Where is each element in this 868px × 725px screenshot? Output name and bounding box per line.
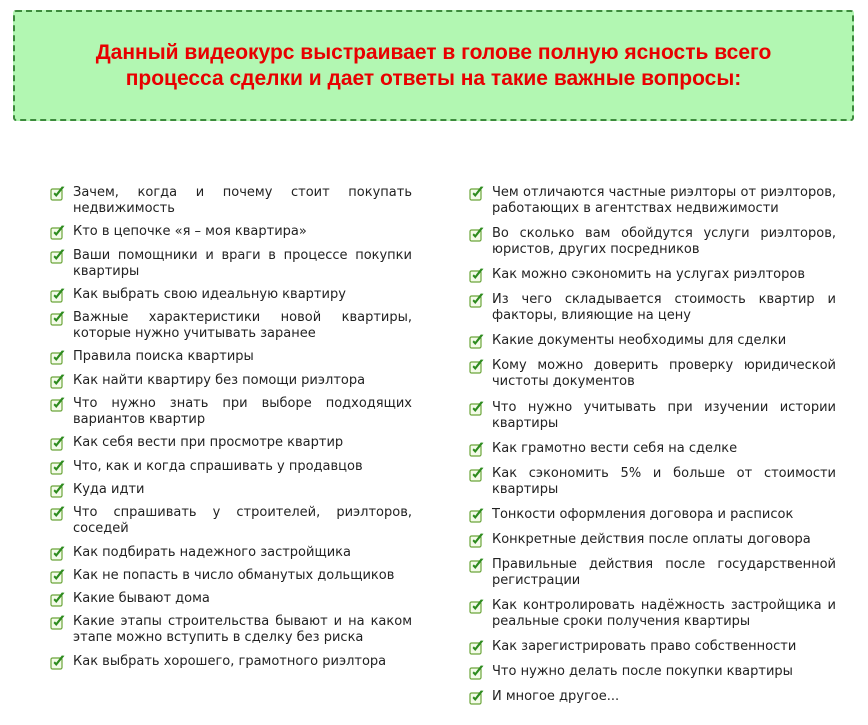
list-item-text: Как можно сэкономить на услугах риэлторов xyxy=(492,267,806,283)
intro-banner xyxy=(13,10,854,121)
checkbox-checked-icon xyxy=(469,358,485,374)
checkbox-checked-icon xyxy=(50,185,66,201)
list-item xyxy=(469,689,836,705)
checkbox-checked-icon xyxy=(50,373,66,389)
list-item xyxy=(50,435,412,451)
list-item xyxy=(469,532,836,548)
list-item-text: Какие бывают дома xyxy=(73,591,210,607)
checkbox-checked-icon xyxy=(50,287,66,303)
list-item xyxy=(50,482,412,498)
list-item xyxy=(50,396,412,428)
checkbox-checked-icon xyxy=(50,654,66,670)
list-item-text: Чем отличаются частные риэлторы от риэлторов, работающих в агентствах недвижимости xyxy=(492,185,836,216)
checkbox-checked-icon xyxy=(50,310,66,326)
list-item xyxy=(469,557,836,589)
list-item-text: Как контролировать надёжность застройщика и реальные сроки получения квартиры xyxy=(492,598,836,630)
list-item-text: Правила поиска квартиры xyxy=(73,349,254,365)
list-item xyxy=(469,664,836,680)
list-item-text: Как не попасть в число обманутых дольщиков xyxy=(73,567,395,583)
list-item-text: Как зарегистрировать право собственности xyxy=(492,639,797,655)
list-item xyxy=(50,349,412,365)
list-item-text: Как найти квартиру без помощи риэлтора xyxy=(73,372,366,388)
checkbox-checked-icon xyxy=(50,614,66,630)
list-item xyxy=(469,598,836,630)
list-item-text: Важные характеристики новой квартиры, которые нужно учитывать заранее xyxy=(73,310,412,342)
list-item xyxy=(469,267,836,283)
list-item-text: Что нужно знать при выборе подходящих вариантов квартир xyxy=(73,396,412,428)
list-item xyxy=(50,373,412,389)
list-item xyxy=(469,226,836,258)
checkbox-checked-icon xyxy=(469,557,485,573)
list-item xyxy=(50,287,412,303)
list-item-text: Ваши помощники и враги в процессе покупки квартиры xyxy=(73,247,412,279)
list-item-text: И многое другое... xyxy=(492,689,620,705)
list-item-text: Тонкости оформления договора и расписок xyxy=(492,506,794,522)
checkbox-checked-icon xyxy=(50,568,66,584)
list-item xyxy=(469,333,836,349)
checkbox-checked-icon xyxy=(50,248,66,264)
list-item-text: Что нужно делать после покупки квартиры xyxy=(492,664,793,680)
list-item-text: Что, как и когда спрашивать у продавцов xyxy=(73,458,363,474)
checkbox-checked-icon xyxy=(469,532,485,548)
list-item-text: Какие этапы строительства бывают и на каком этапе можно вступить в сделку без риска xyxy=(73,614,412,646)
checkbox-checked-icon xyxy=(469,664,485,680)
list-item-text: Что нужно учитывать при изучении истории квартиры xyxy=(492,399,836,431)
checkbox-checked-icon xyxy=(50,505,66,521)
list-item-text: Как подбирать надежного застройщика xyxy=(73,544,351,560)
checkbox-checked-icon xyxy=(469,507,485,523)
checkbox-checked-icon xyxy=(50,224,66,240)
checkbox-checked-icon xyxy=(469,400,485,416)
list-item-text: Что спрашивать у строителей, риэлторов, соседей xyxy=(73,505,412,537)
list-item xyxy=(50,505,412,537)
list-item xyxy=(50,310,412,342)
list-item xyxy=(50,545,412,561)
list-item-text: Как выбрать хорошего, грамотного риэлтора xyxy=(73,653,387,669)
checkbox-checked-icon xyxy=(50,591,66,607)
list-item-text: Как себя вести при просмотре квартир xyxy=(73,435,344,451)
checkbox-checked-icon xyxy=(50,396,66,412)
list-item xyxy=(50,591,412,607)
list-item-text: Как выбрать свою идеальную квартиру xyxy=(73,286,346,302)
checkbox-checked-icon xyxy=(469,639,485,655)
list-item xyxy=(50,654,412,670)
checkbox-checked-icon xyxy=(469,441,485,457)
checkbox-checked-icon xyxy=(469,689,485,705)
list-item-text: Из чего складывается стоимость квартир и факторы, влияющие на цену xyxy=(492,292,836,324)
list-item xyxy=(469,185,836,217)
checkbox-checked-icon xyxy=(50,545,66,561)
list-item-text: Кто в цепочке «я – моя квартира» xyxy=(73,224,307,240)
checkbox-checked-icon xyxy=(469,292,485,308)
list-item-text: Как грамотно вести себя на сделке xyxy=(492,440,738,456)
checkbox-checked-icon xyxy=(50,349,66,365)
list-item-text: Зачем, когда и почему стоит покупать недвижимость xyxy=(73,185,412,216)
questions-list-left xyxy=(50,185,412,677)
list-item-text: Во сколько вам обойдутся услуги риэлторов, юристов, других посредников xyxy=(492,226,836,258)
list-item-text: Кому можно доверить проверку юридической чистоты документов xyxy=(492,358,836,390)
checkbox-checked-icon xyxy=(50,482,66,498)
banner-line-2: процесса сделки и дает ответы на такие важные вопросы: xyxy=(125,66,742,90)
list-item xyxy=(469,358,836,390)
banner-heading xyxy=(54,40,814,92)
checkbox-checked-icon xyxy=(469,185,485,201)
list-item xyxy=(469,400,836,432)
list-item xyxy=(50,248,412,280)
banner-line-1: Данный видеокурс выстраивает в голове полную ясность всего xyxy=(95,40,772,64)
list-item xyxy=(469,441,836,457)
checkbox-checked-icon xyxy=(50,459,66,475)
list-item-text: Куда идти xyxy=(73,481,145,497)
list-item-text: Правильные действия после государственной регистрации xyxy=(492,557,836,589)
list-item xyxy=(469,466,836,498)
checkbox-checked-icon xyxy=(469,226,485,242)
list-item xyxy=(469,507,836,523)
list-item-text: Конкретные действия после оплаты договора xyxy=(492,531,811,547)
list-item xyxy=(50,614,412,646)
list-item xyxy=(469,292,836,324)
list-item xyxy=(50,568,412,584)
checkbox-checked-icon xyxy=(469,333,485,349)
list-item xyxy=(50,185,412,217)
list-item-text: Какие документы необходимы для сделки xyxy=(492,333,787,349)
checkbox-checked-icon xyxy=(469,598,485,614)
list-item xyxy=(50,224,412,240)
list-item-text: Как сэкономить 5% и больше от стоимости квартиры xyxy=(492,465,836,497)
questions-list-right xyxy=(469,185,836,715)
list-item xyxy=(469,639,836,655)
checkbox-checked-icon xyxy=(50,435,66,451)
checkbox-checked-icon xyxy=(469,466,485,482)
checkbox-checked-icon xyxy=(469,267,485,283)
list-item xyxy=(50,459,412,475)
